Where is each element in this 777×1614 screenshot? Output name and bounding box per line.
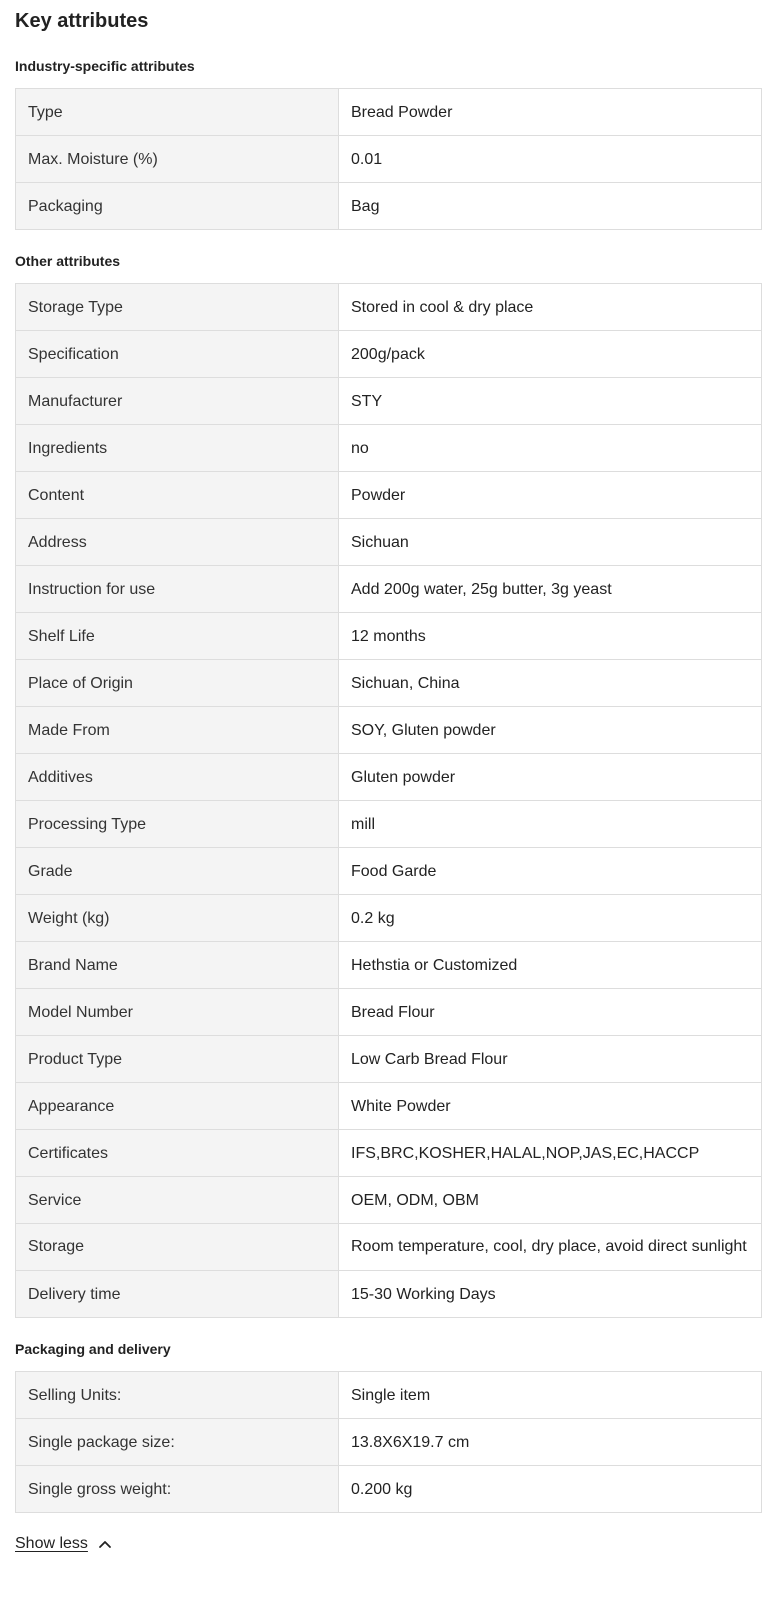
attribute-value: 0.200 kg <box>339 1466 762 1513</box>
attribute-key: Brand Name <box>16 942 339 989</box>
attribute-row <box>16 331 762 378</box>
attribute-key: Certificates <box>16 1130 339 1177</box>
attribute-row <box>16 1177 762 1224</box>
attribute-sections <box>15 57 762 1513</box>
attribute-row <box>16 566 762 613</box>
attribute-value: Bread Flour <box>339 989 762 1036</box>
attribute-row <box>16 425 762 472</box>
attribute-value: OEM, ODM, OBM <box>339 1177 762 1224</box>
attribute-value: Powder <box>339 472 762 519</box>
attributes-table <box>15 283 762 1318</box>
attribute-row <box>16 1036 762 1083</box>
attribute-value: 15-30 Working Days <box>339 1271 762 1318</box>
attribute-key: Selling Units: <box>16 1372 339 1419</box>
attribute-row <box>16 895 762 942</box>
show-less-button[interactable] <box>15 1535 112 1553</box>
page-title: Key attributes <box>15 10 149 32</box>
section-title: Packaging and delivery <box>15 1341 171 1357</box>
attribute-key: Content <box>16 472 339 519</box>
attribute-value: Sichuan, China <box>339 660 762 707</box>
attribute-key: Service <box>16 1177 339 1224</box>
attribute-value: 0.2 kg <box>339 895 762 942</box>
section-title: Industry-specific attributes <box>15 58 195 74</box>
attribute-value: STY <box>339 378 762 425</box>
attribute-row <box>16 707 762 754</box>
attribute-value: Sichuan <box>339 519 762 566</box>
attribute-row <box>16 1419 762 1466</box>
attribute-key: Delivery time <box>16 1271 339 1318</box>
attribute-value: White Powder <box>339 1083 762 1130</box>
attribute-row <box>16 284 762 331</box>
attribute-key: Place of Origin <box>16 660 339 707</box>
attribute-value: 0.01 <box>339 136 762 183</box>
attribute-key: Instruction for use <box>16 566 339 613</box>
attribute-row <box>16 519 762 566</box>
attribute-value: Single item <box>339 1372 762 1419</box>
attribute-key: Specification <box>16 331 339 378</box>
attribute-value: no <box>339 425 762 472</box>
attribute-value: Low Carb Bread Flour <box>339 1036 762 1083</box>
attribute-row <box>16 1083 762 1130</box>
attribute-key: Processing Type <box>16 801 339 848</box>
attribute-key: Storage <box>16 1224 339 1271</box>
attribute-value: Room temperature, cool, dry place, avoid direct sunlight <box>339 1224 762 1271</box>
attribute-key: Shelf Life <box>16 613 339 660</box>
attribute-value: Stored in cool & dry place <box>339 284 762 331</box>
attribute-value: IFS,BRC,KOSHER,HALAL,NOP,JAS,EC,HACCP <box>339 1130 762 1177</box>
attribute-value: 12 months <box>339 613 762 660</box>
attributes-table <box>15 1371 762 1513</box>
attribute-value: 200g/pack <box>339 331 762 378</box>
attributes-table <box>15 88 762 230</box>
attribute-value: Gluten powder <box>339 754 762 801</box>
attribute-key: Packaging <box>16 183 339 230</box>
attribute-row <box>16 1466 762 1513</box>
attribute-value: SOY, Gluten powder <box>339 707 762 754</box>
attribute-key: Made From <box>16 707 339 754</box>
attribute-key: Additives <box>16 754 339 801</box>
attribute-value: mill <box>339 801 762 848</box>
attribute-key: Type <box>16 89 339 136</box>
attribute-value: 13.8X6X19.7 cm <box>339 1419 762 1466</box>
attribute-key: Model Number <box>16 989 339 1036</box>
attribute-row <box>16 613 762 660</box>
attribute-key: Weight (kg) <box>16 895 339 942</box>
attribute-key: Single package size: <box>16 1419 339 1466</box>
attribute-value: Hethstia or Customized <box>339 942 762 989</box>
section-title: Other attributes <box>15 253 121 269</box>
attribute-key: Ingredients <box>16 425 339 472</box>
attribute-row <box>16 1372 762 1419</box>
attribute-value: Food Garde <box>339 848 762 895</box>
attribute-row <box>16 472 762 519</box>
attribute-key: Storage Type <box>16 284 339 331</box>
attribute-key: Manufacturer <box>16 378 339 425</box>
attribute-key: Appearance <box>16 1083 339 1130</box>
attribute-key: Max. Moisture (%) <box>16 136 339 183</box>
attribute-row <box>16 1271 762 1318</box>
attribute-key: Product Type <box>16 1036 339 1083</box>
attribute-row <box>16 942 762 989</box>
chevron-up-icon <box>98 1537 112 1551</box>
attribute-row <box>16 183 762 230</box>
show-less-label: Show less <box>15 1535 88 1552</box>
attribute-row <box>16 754 762 801</box>
attribute-value: Bag <box>339 183 762 230</box>
attribute-row <box>16 660 762 707</box>
attribute-key: Grade <box>16 848 339 895</box>
attribute-value: Add 200g water, 25g butter, 3g yeast <box>339 566 762 613</box>
attribute-row <box>16 1130 762 1177</box>
attribute-key: Single gross weight: <box>16 1466 339 1513</box>
attribute-value: Bread Powder <box>339 89 762 136</box>
attribute-row <box>16 136 762 183</box>
attribute-row <box>16 1224 762 1271</box>
attribute-row <box>16 848 762 895</box>
attribute-row <box>16 989 762 1036</box>
attribute-key: Address <box>16 519 339 566</box>
attribute-row <box>16 378 762 425</box>
attribute-row <box>16 89 762 136</box>
attribute-row <box>16 801 762 848</box>
